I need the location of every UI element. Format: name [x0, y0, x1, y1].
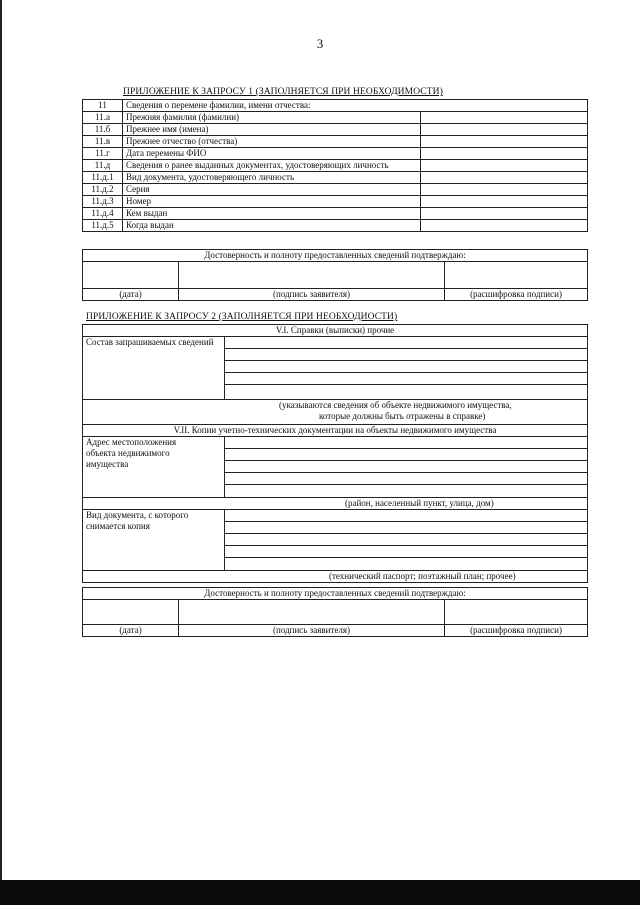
document-number-field[interactable] — [421, 196, 588, 208]
input-line[interactable] — [225, 448, 587, 460]
input-line[interactable] — [225, 484, 587, 497]
appendix2-confirmation-table — [82, 587, 588, 637]
former-names-section — [83, 100, 588, 232]
page-number: 3 — [316, 36, 324, 51]
input-line[interactable] — [225, 460, 587, 472]
confirmation-text: Достоверность и полноту предоставленных сведений подтверждаю: — [83, 250, 588, 262]
document-issue-date-field[interactable] — [421, 220, 588, 232]
appendix2-table — [82, 324, 588, 583]
requested-info-note — [83, 400, 588, 425]
requested-info-label: Состав запрашиваемых сведений — [83, 337, 225, 400]
name-change-date-field[interactable] — [421, 148, 588, 160]
address-label: Адрес местоположения объекта недвижимого имущества — [83, 437, 225, 498]
row-label: Прежнее имя (имена) — [123, 124, 421, 136]
former-surname-field[interactable] — [421, 112, 588, 124]
note-line: (указываются сведения об объекте недвижимого имущества, — [279, 400, 512, 410]
row-code: 11 — [83, 100, 123, 112]
row-label: Дата перемены ФИО — [123, 148, 421, 160]
section-v2-heading: V.II. Копии учетно-технических документации на объекты недвижимого имущества — [83, 425, 588, 437]
row-label: Прежнее отчество (отчества) — [123, 136, 421, 148]
signature-caption: (подпись заявителя) — [179, 625, 445, 637]
row-label: Вид документа, удостоверяющего личность — [123, 172, 421, 184]
applicant-signature-field[interactable] — [179, 262, 445, 289]
date-caption: (дата) — [83, 289, 179, 301]
signature-caption: (подпись заявителя) — [179, 289, 445, 301]
row-code: 11.д.4 — [83, 208, 123, 220]
input-line[interactable] — [225, 337, 587, 348]
note-line: которые должны быть отражены в справке) — [319, 411, 486, 421]
confirmation-text: Достоверность и полноту предоставленных сведений подтверждаю: — [83, 588, 588, 600]
former-name-field[interactable] — [421, 124, 588, 136]
input-line[interactable] — [225, 510, 587, 521]
scan-left-edge — [0, 0, 2, 880]
table-row — [83, 112, 588, 124]
row-label: Номер — [123, 196, 421, 208]
scan-bottom-bar — [0, 880, 640, 905]
date-caption: (дата) — [83, 625, 179, 637]
requested-info-field[interactable] — [225, 337, 588, 400]
input-line[interactable] — [225, 384, 587, 397]
row-label: Серия — [123, 184, 421, 196]
document-series-field[interactable] — [421, 184, 588, 196]
row-code: 11.д.1 — [83, 172, 123, 184]
applicant-signature-field[interactable] — [179, 600, 445, 625]
input-line[interactable] — [225, 521, 587, 533]
table-row — [83, 148, 588, 160]
input-line[interactable] — [225, 472, 587, 484]
table-row — [83, 220, 588, 232]
row-code: 11.в — [83, 136, 123, 148]
row-code: 11.б — [83, 124, 123, 136]
table-row — [83, 160, 588, 172]
decoding-caption: (расшифровка подписи) — [445, 625, 588, 637]
signature-decoding-field[interactable] — [445, 262, 588, 289]
appendix1-title: ПРИЛОЖЕНИЕ К ЗАПРОСУ 1 (ЗАПОЛНЯЕТСЯ ПРИ НЕОБХОДИМОСТИ) — [123, 87, 443, 97]
row-code: 11.д.3 — [83, 196, 123, 208]
row-code: 11.д.2 — [83, 184, 123, 196]
former-patronymic-field[interactable] — [421, 136, 588, 148]
input-line[interactable] — [225, 348, 587, 360]
row-code: 11.а — [83, 112, 123, 124]
address-field[interactable] — [225, 437, 588, 498]
date-signature-field[interactable] — [83, 600, 179, 625]
input-line[interactable] — [225, 372, 587, 384]
document-issuer-field[interactable] — [421, 208, 588, 220]
row-code: 11.г — [83, 148, 123, 160]
section-v1-heading: V.I. Справки (выписки) прочие — [83, 325, 588, 337]
table-row — [83, 196, 588, 208]
table-row — [83, 100, 588, 112]
document-kind-label: Вид документа, с которого снимается копия — [83, 510, 225, 571]
row-label: Сведения о ранее выданных документах, удостоверяющих личность — [123, 160, 421, 172]
appendix2-title: ПРИЛОЖЕНИЕ К ЗАПРОСУ 2 (ЗАПОЛНЯЕТСЯ ПРИ НЕОБХОДИОСТИ) — [86, 312, 398, 322]
date-signature-field[interactable] — [83, 262, 179, 289]
input-line[interactable] — [225, 533, 587, 545]
appendix1-confirmation-table — [82, 249, 588, 301]
row-label: Когда выдан — [123, 220, 421, 232]
signature-decoding-field[interactable] — [445, 600, 588, 625]
table-row — [83, 184, 588, 196]
table-row — [83, 208, 588, 220]
address-note: (район, населенный пункт, улица, дом) — [83, 498, 588, 510]
row-label: Кем выдан — [123, 208, 421, 220]
document-kind-field[interactable] — [225, 510, 588, 571]
document-kind-note: (технический паспорт; поэтажный план; прочее) — [83, 571, 588, 583]
decoding-caption: (расшифровка подписи) — [445, 289, 588, 301]
table-row — [83, 172, 588, 184]
row-label: Прежняя фамилия (фамилии) — [123, 112, 421, 124]
row-code: 11.д.5 — [83, 220, 123, 232]
previous-documents-field[interactable] — [421, 160, 588, 172]
table-row — [83, 136, 588, 148]
document-type-field[interactable] — [421, 172, 588, 184]
input-line[interactable] — [225, 557, 587, 570]
table-row — [83, 124, 588, 136]
input-line[interactable] — [225, 437, 587, 448]
input-line[interactable] — [225, 360, 587, 372]
row-code: 11.д — [83, 160, 123, 172]
appendix1-table — [82, 99, 588, 232]
row-label: Сведения о перемене фамилии, имени отчества: — [123, 100, 588, 112]
input-line[interactable] — [225, 545, 587, 557]
